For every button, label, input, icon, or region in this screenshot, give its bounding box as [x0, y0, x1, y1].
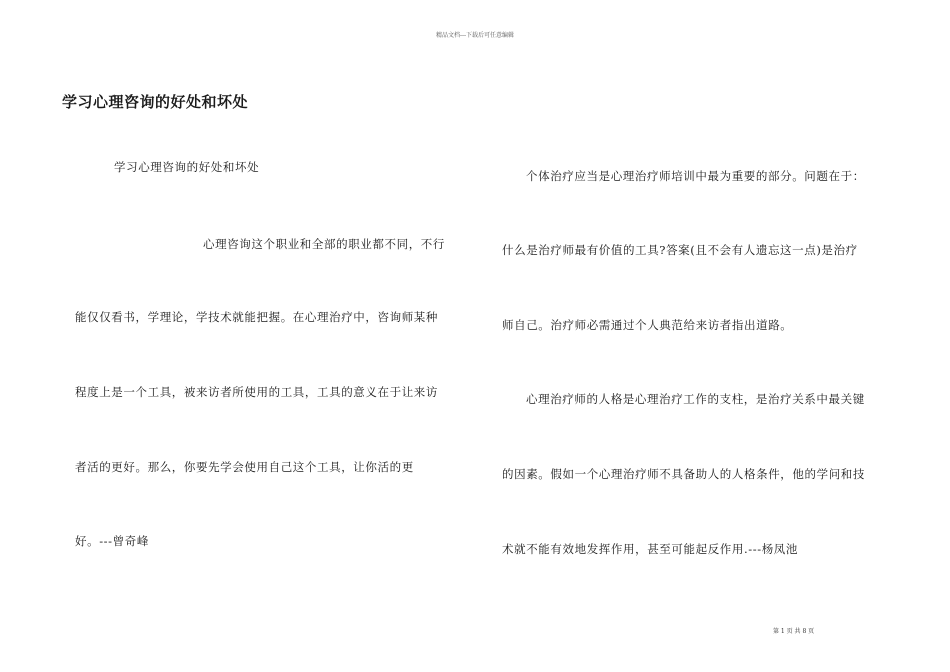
- right-line-2: 什么是治疗师最有价值的工具?答案(且不会有人遗忘这一点)是治疗: [502, 243, 858, 257]
- right-line-6: 术就不能有效地发挥作用，甚至可能起反作用.---杨凤池: [502, 542, 799, 556]
- left-line-5: 者活的更好。那么，你要先学会使用自己这个工具，让你活的更: [75, 460, 414, 474]
- left-line-2: 心理咨询这个职业和全部的职业都不同，不行: [203, 237, 445, 251]
- right-line-1: 个体治疗应当是心理治疗师培训中最为重要的部分。问题在于：: [526, 169, 865, 183]
- left-line-3: 能仅仅看书，学理论，学技术就能把握。在心理治疗中，咨询师某种: [75, 310, 438, 324]
- left-line-6: 好。---曾奇峰: [75, 534, 149, 548]
- right-line-5: 的因素。假如一个心理治疗师不具备助人的人格条件，他的学问和技: [502, 467, 865, 481]
- left-line-1: 学习心理咨询的好处和坏处: [114, 160, 260, 174]
- page-header: 精品文档---下载后可任意编辑: [435, 32, 515, 39]
- right-line-4: 心理治疗师的人格是心理治疗工作的支柱，是治疗关系中最关键: [526, 392, 865, 406]
- right-line-3: 师自己。治疗师必需通过个人典范给来访者指出道路。: [502, 318, 793, 332]
- document-title: 学习心理咨询的好处和坏处: [62, 93, 249, 111]
- left-line-4: 程度上是一个工具，被来访者所使用的工具，工具的意义在于让来访: [75, 385, 438, 399]
- page-number: 第 1 页 共 8 页: [773, 628, 815, 635]
